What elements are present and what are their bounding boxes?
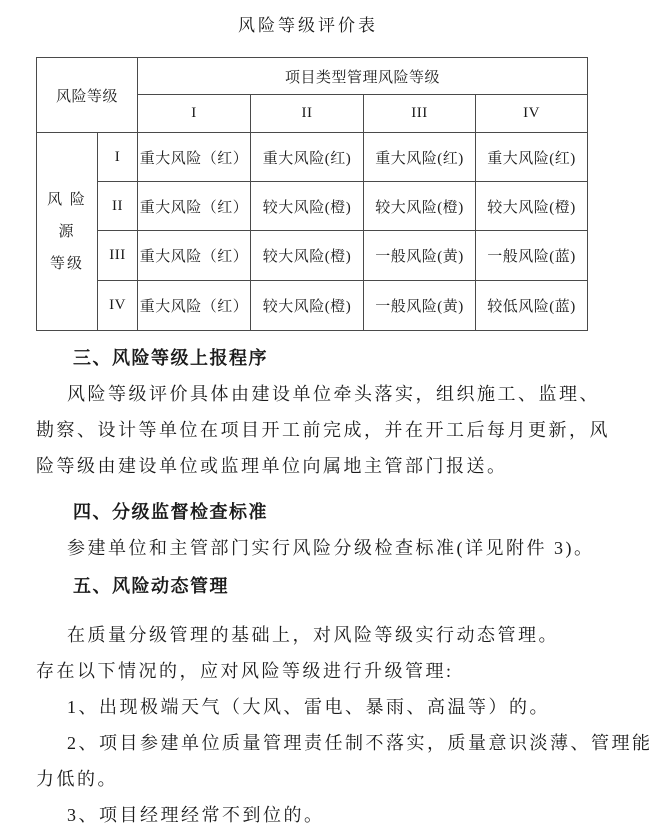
paragraph-line: 险等级由建设单位或监理单位向属地主管部门报送。 xyxy=(36,456,508,476)
section-heading-four: 四、分级监督检查标准 xyxy=(73,502,268,522)
table-row xyxy=(37,133,588,182)
section-heading-five: 五、风险动态管理 xyxy=(73,576,229,596)
table-cell: 一般风险(黄) xyxy=(364,281,476,331)
paragraph-line: 风险等级评价具体由建设单位牵头落实，组织施工、监理、 xyxy=(67,384,600,404)
section-heading-three: 三、风险等级上报程序 xyxy=(73,348,268,368)
paragraph-line: 存在以下情况的，应对风险等级进行升级管理: xyxy=(36,661,454,681)
list-item-line: 力低的。 xyxy=(36,769,118,789)
table-cell: 较大风险(橙) xyxy=(251,182,364,231)
table-cell: 重大风险（红） xyxy=(138,182,251,231)
table-cell: 较大风险(橙) xyxy=(251,281,364,331)
row-label: II xyxy=(98,182,138,231)
table-cell: 重大风险(红) xyxy=(364,133,476,182)
row-label: III xyxy=(98,231,138,281)
table-cell: 一般风险(黄) xyxy=(364,231,476,281)
table-cell: 一般风险(蓝) xyxy=(476,231,588,281)
row-group-label-line: 源 xyxy=(58,223,76,240)
column-header-4: IV xyxy=(476,95,588,133)
table-row-group-label xyxy=(37,133,98,331)
row-label: I xyxy=(98,133,138,182)
row-label: IV xyxy=(98,281,138,331)
row-group-label-line: 风 险 xyxy=(47,191,87,208)
table-row xyxy=(37,231,588,281)
table-row xyxy=(37,182,588,231)
column-header-2: II xyxy=(251,95,364,133)
list-item-line: 1、出现极端天气（大风、雷电、暴雨、高温等）的。 xyxy=(67,697,550,717)
list-item-line: 3、项目经理经常不到位的。 xyxy=(67,805,325,825)
table-cell: 重大风险（红） xyxy=(138,231,251,281)
risk-rating-table xyxy=(36,57,588,331)
table-cell: 重大风险（红） xyxy=(138,133,251,182)
table-cell: 较大风险(橙) xyxy=(476,182,588,231)
table-cell: 较大风险(橙) xyxy=(364,182,476,231)
paragraph-line: 在质量分级管理的基础上，对风险等级实行动态管理。 xyxy=(67,625,559,645)
table-cell: 重大风险（红） xyxy=(138,281,251,331)
table-row xyxy=(37,281,588,331)
table-cell: 较大风险(橙) xyxy=(251,231,364,281)
table-cell: 重大风险(红) xyxy=(476,133,588,182)
table-cell: 较低风险(蓝) xyxy=(476,281,588,331)
row-group-label-line: 等级 xyxy=(49,255,84,272)
list-item-line: 2、项目参建单位质量管理责任制不落实，质量意识淡薄、管理能 xyxy=(67,733,653,753)
column-header-3: III xyxy=(364,95,476,133)
table-cell: 重大风险(红) xyxy=(251,133,364,182)
paragraph-line: 勘察、设计等单位在项目开工前完成，并在开工后每月更新，风 xyxy=(36,420,610,440)
table-column-group-label: 项目类型管理风险等级 xyxy=(138,58,588,95)
paragraph-line: 参建单位和主管部门实行风险分级检查标准(详见附件 3)。 xyxy=(67,538,595,558)
table-corner-label: 风险等级 xyxy=(37,58,138,133)
page-title: 风险等级评价表 xyxy=(238,16,378,35)
column-header-1: I xyxy=(138,95,251,133)
document-body xyxy=(36,340,653,833)
